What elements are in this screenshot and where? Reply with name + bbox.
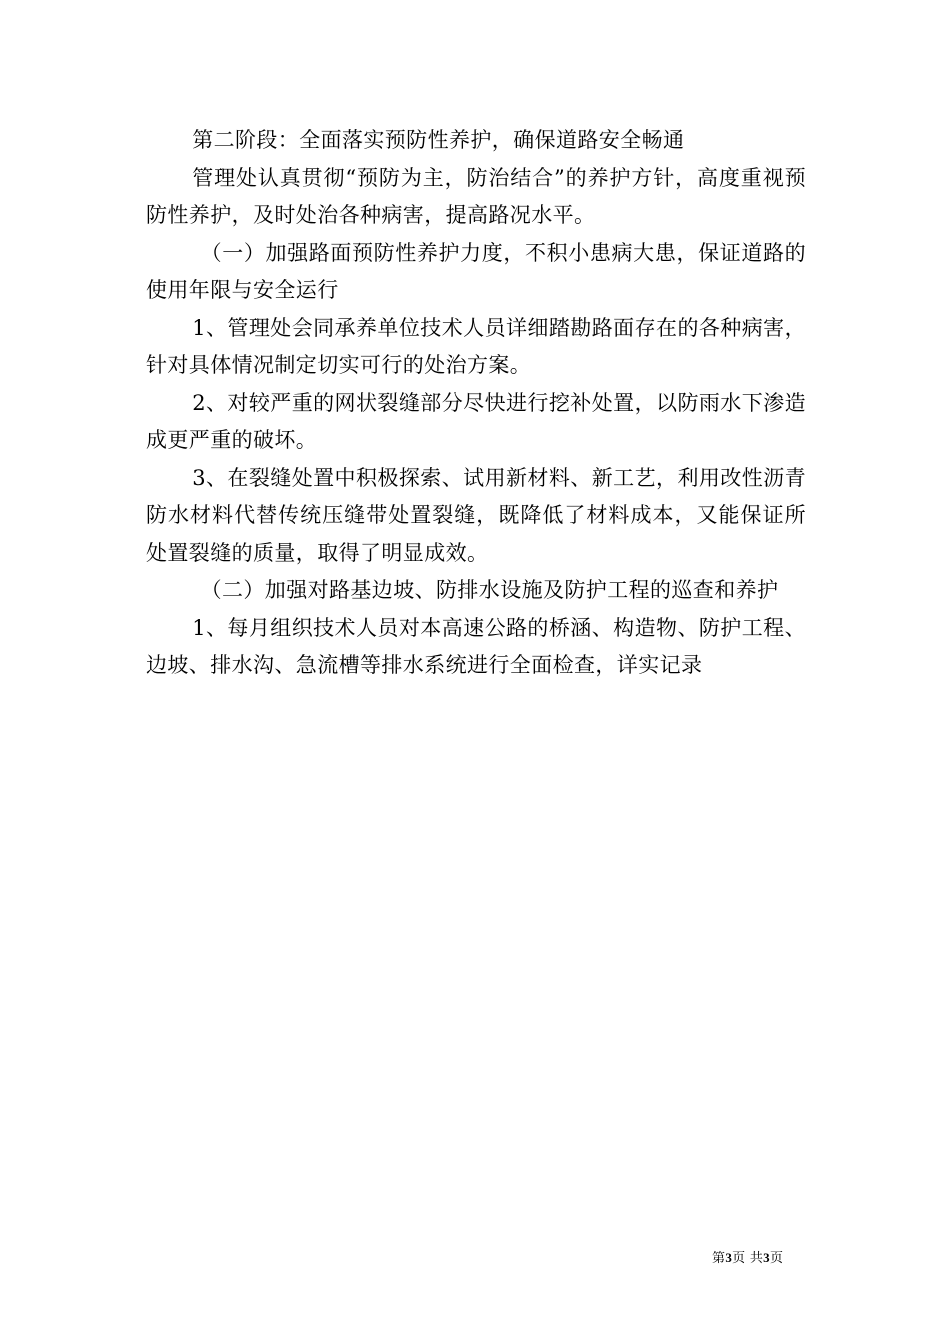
footer-prefix: 第: [712, 1251, 726, 1266]
section-heading: 第二阶段：全面落实预防性养护，确保道路安全畅通: [192, 128, 685, 152]
list-item: 1、每月组织技术人员对本高速公路的桥涵、构造物、防护工程、边坡、排水沟、急流槽等排水系统进行全面检查，详实记录: [146, 615, 806, 677]
subsection-heading: （二）加强对路基边坡、防排水设施及防护工程的巡查和养护: [200, 578, 779, 602]
list-item: 1、管理处会同承养单位技术人员详细踏勘路面存在的各种病害，针对具体情况制定切实可行的处治方案。: [146, 315, 806, 377]
body-paragraph: 管理处认真贯彻“预防为主，防治结合”的养护方针，高度重视预防性养护，及时处治各种病害，提高路况水平。: [146, 165, 806, 227]
current-page-number: 3: [725, 1250, 733, 1265]
total-pages-number: 3: [763, 1250, 770, 1265]
subsection-heading: （一）加强路面预防性养护力度，不积小患病大患，保证道路的使用年限与安全运行: [146, 240, 806, 302]
document-body: [146, 122, 806, 685]
footer-middle: 页 共: [732, 1251, 764, 1266]
list-item: 2、对较严重的网状裂缝部分尽快进行挖补处置，以防雨水下渗造成更严重的破坏。: [146, 390, 806, 452]
page-footer: [712, 1247, 783, 1266]
footer-suffix: 页: [769, 1251, 784, 1266]
list-item: 3、在裂缝处置中积极探索、试用新材料、新工艺，利用改性沥青防水材料代替传统压缝带处置裂缝，既降低了材料成本，又能保证所处置裂缝的质量，取得了明显成效。: [146, 465, 806, 565]
